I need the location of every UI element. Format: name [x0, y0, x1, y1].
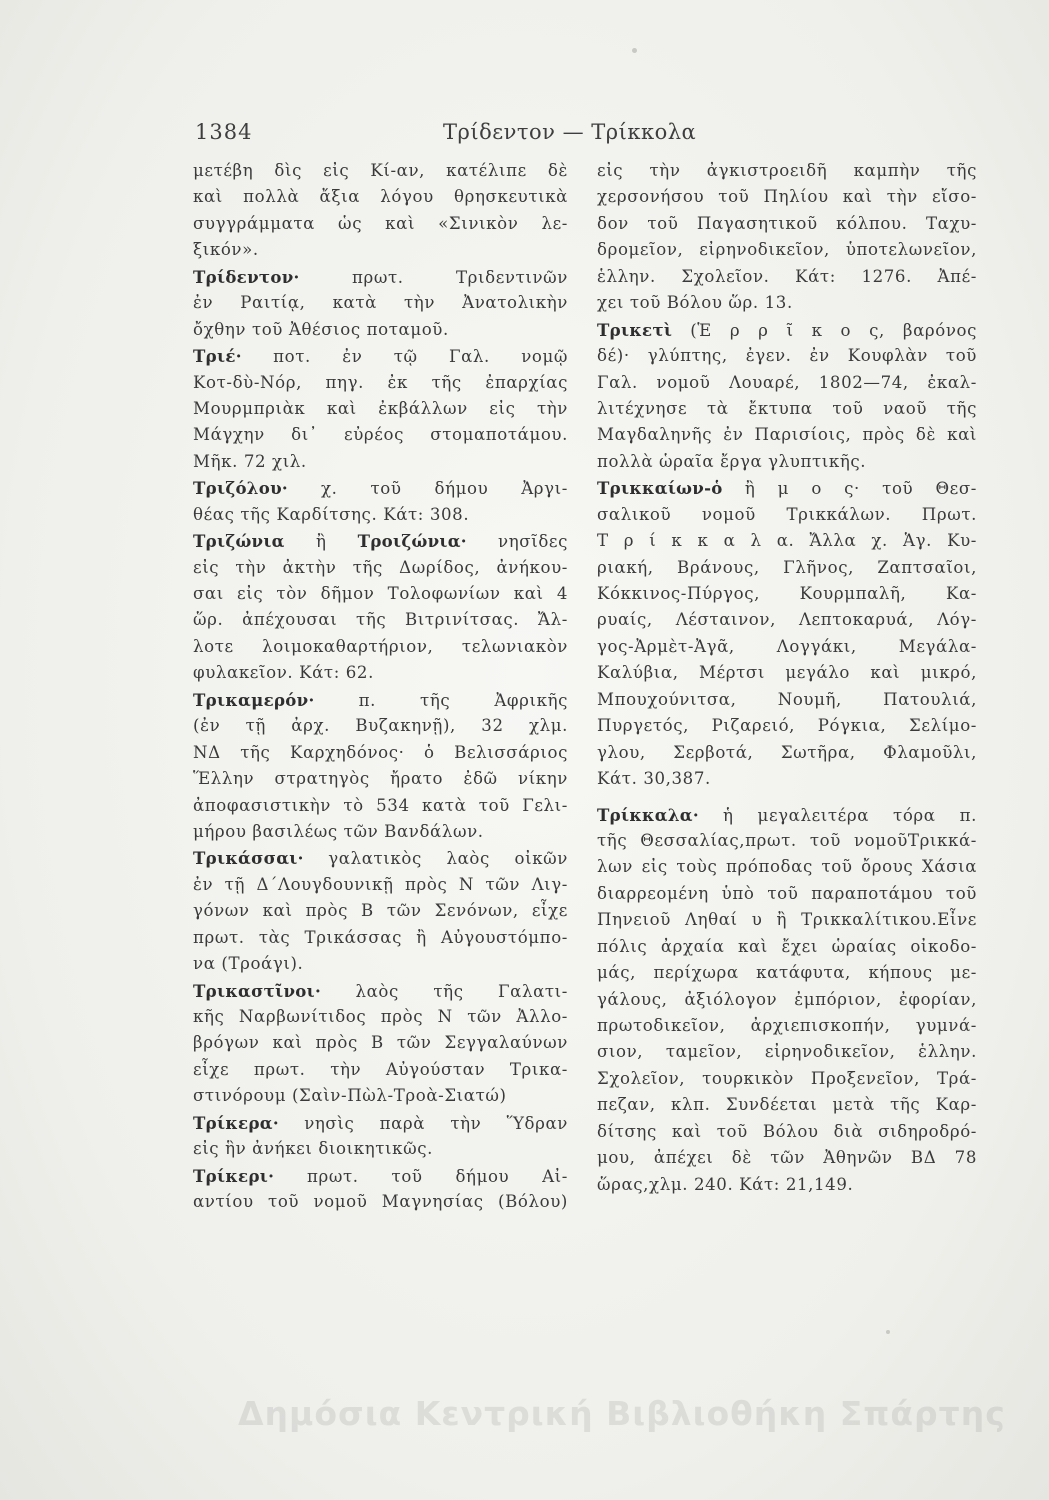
entry-text: ἑλλην. Σχολεῖον. Κάτ: 1276. Ἀπέ-: [597, 266, 977, 286]
left-column-line: [193, 1030, 568, 1056]
left-column-line: [193, 925, 568, 951]
entry-text: ἢ: [284, 532, 358, 552]
left-column-line: [193, 370, 568, 396]
entry-headword: Τροιζώνια·: [357, 531, 467, 552]
right-column-line: [597, 1119, 977, 1145]
entry-text: να (Τροάγι).: [193, 954, 304, 974]
entry-text: διαρρεομένη ὑπὸ τοῦ παραποτάμου τοῦ: [597, 883, 977, 903]
left-column-line: [193, 555, 568, 581]
right-column-line: [597, 1039, 977, 1065]
entry-headword: Τρικετὶ: [597, 319, 673, 340]
entry-text: (Ἑ ρ ρ ῖ κ ο ς, βαρόνος: [672, 320, 977, 340]
left-column-line: [193, 1110, 568, 1136]
right-column-line: [597, 158, 977, 184]
right-column-line: [597, 766, 977, 792]
entry-text: ὥρας,χλμ. 240. Κάτ: 21,149.: [597, 1174, 854, 1194]
entry-text: ὥρ. ἀπέχουσαι τῆς Βιτρινίτσας. Ἄλ-: [193, 610, 568, 630]
left-column-line: [193, 1057, 568, 1083]
right-column-line: [597, 740, 977, 766]
entry-text: ΝΔ τῆς Καρχηδόνος· ὁ Βελισσάριος: [193, 742, 568, 762]
entry-text: σαλικοῦ νομοῦ Τρικκάλων. Πρωτ.: [597, 504, 977, 524]
entry-text: πόλις ἀρχαία καὶ ἔχει ὡραίας οἰκοδο-: [597, 936, 977, 956]
right-column-line: [597, 317, 977, 343]
left-column-line: [193, 237, 568, 263]
entry-text: γάλους, ἀξιόλογον ἐμπόριον, ἐφορίαν,: [597, 989, 977, 1009]
right-column-line: [597, 449, 977, 475]
entry-text: μήρου βασιλέως τῶν Βανδάλων.: [193, 821, 484, 841]
entry-headword: Τρικαστῖνοι·: [193, 980, 322, 1001]
entry-text: λιτέχνησε τὰ ἔκτυπα τοῦ ναοῦ τῆς: [597, 398, 977, 418]
entry-text: βρόγων καὶ πρὸς Β τῶν Σεγγαλαύνων: [193, 1033, 568, 1053]
right-column-line: [597, 881, 977, 907]
left-column-line: [193, 740, 568, 766]
entry-text: νησῖδες: [466, 532, 568, 552]
right-column-line: [597, 184, 977, 210]
right-column-line: [597, 370, 977, 396]
right-column-line: [597, 502, 977, 528]
entry-text: ξικόν».: [193, 240, 259, 260]
entry-text: ριακή, Βράνους, Γλῆνος, Ζαπτσαῖοι,: [597, 557, 977, 577]
right-column-line: [597, 555, 977, 581]
left-column-line: [193, 687, 568, 713]
entry-text: στινόρουμ (Σαὶν-Πὼλ-Τροὰ-Σιατώ): [193, 1086, 507, 1106]
entry-text: ἐν Ραιτίᾳ, κατὰ τὴν Ἀνατολικὴν: [193, 293, 568, 313]
left-column-line: [193, 211, 568, 237]
entry-text: μου, ἀπέχει δὲ τῶν Ἀθηνῶν ΒΔ 78: [597, 1148, 977, 1168]
entry-text: μετέβη δὶς εἰς Κί-αν, κατέλιπε δὲ: [193, 161, 568, 180]
entry-text: δέ)· γλύπτης, ἐγεν. ἐν Κουφλὰν τοῦ: [597, 346, 977, 366]
entry-text: πρωτ. Τριδεντινῶν: [299, 267, 568, 287]
right-column-line: [597, 987, 977, 1013]
running-title: Τρίδεντον — Τρίκκολα: [443, 120, 697, 144]
entry-text: συγγράμματα ὡς καὶ «Σινικὸν λε-: [193, 213, 568, 233]
left-column-line: [193, 845, 568, 871]
entry-text: γλου, Σερβοτά, Σωτῆρα, Φλαμοῦλι,: [597, 742, 977, 762]
entry-text: κῆς Ναρβωνίτιδος πρὸς Ν τῶν Ἀλλο-: [193, 1007, 568, 1026]
left-column-line: [193, 660, 568, 686]
entry-text: Ἕλλην στρατηγὸς ἤρατο ἐδῶ νίκην: [193, 769, 568, 789]
library-watermark: Δημόσια Κεντρική Βιβλιοθήκη Σπάρτης: [238, 1394, 1006, 1433]
right-column-line: [597, 1013, 977, 1039]
entry-text: αντίου τοῦ νομοῦ Μαγνησίας (Βόλου): [193, 1192, 568, 1212]
right-column-line: [597, 687, 977, 713]
entry-headword: Τρικκαίων-ὁ: [597, 478, 723, 499]
left-column-line: [193, 978, 568, 1004]
right-column-line: [597, 854, 977, 880]
left-column-line: [193, 1163, 568, 1189]
right-column-line: [597, 1092, 977, 1118]
entry-text: νησὶς παρὰ τὴν Ὕδραν: [278, 1113, 568, 1133]
page-header: [195, 120, 895, 150]
entry-text: δον τοῦ Παγασητικοῦ κόλπου. Ταχυ-: [597, 213, 977, 233]
right-column-line: [597, 1172, 977, 1198]
entry-text: Γαλ. νομοῦ Λουαρέ, 1802—74, ἐκαλ-: [597, 372, 977, 392]
left-column-line: [193, 290, 568, 316]
right-column-line: [597, 802, 977, 828]
entry-text: (ἐν τῇ ἀρχ. Βυζακηνῇ), 32 χλμ.: [193, 716, 568, 736]
entry-text: ὄχθην τοῦ Ἀθέσιος ποταμοῦ.: [193, 319, 449, 339]
left-column-line: [193, 634, 568, 660]
page-number: 1384: [195, 120, 253, 144]
entry-text: θέας τῆς Καρδίτσης. Κάτ: 308.: [193, 504, 470, 524]
right-column-line: [597, 264, 977, 290]
right-column-line: [597, 422, 977, 448]
entry-text: δρομεῖον, εἰρηνοδικεῖον, ὑποτελωνεῖον,: [597, 240, 977, 260]
right-column: [597, 158, 977, 1198]
left-column-line: [193, 713, 568, 739]
left-column-line: [193, 1083, 568, 1109]
entry-text: Μαγδαληνῆς ἐν Παρισίοις, πρὸς δὲ καὶ: [597, 425, 977, 445]
left-column-line: [193, 872, 568, 898]
entry-text: ρυαίς, Λέσταινον, Λεπτοκαρυά, Λόγ-: [597, 610, 977, 630]
right-column-line: [597, 396, 977, 422]
entry-text: πολλὰ ὡραῖα ἔργα γλυπτικῆς.: [597, 451, 867, 471]
paper-speck: [632, 48, 637, 53]
entry-text: Σχολεῖον, τουρκικὸν Προξενεῖον, Τρά-: [597, 1068, 977, 1088]
entry-text: Μάγχην δι᾽ εὐρέος στομαποτάμου.: [193, 425, 568, 445]
left-column-line: [193, 819, 568, 845]
entry-text: Κόκκινος-Πύργος, Κουρμπαλῆ, Κα-: [597, 584, 977, 603]
entry-headword: Τρίκερα·: [193, 1112, 279, 1133]
entry-text: εἰς τὴν ἀκτὴν τῆς Δωρίδος, ἀνήκου-: [193, 557, 568, 577]
left-column-line: [193, 793, 568, 819]
right-column-line: [597, 290, 977, 316]
entry-text: ἐν τῇ Δ΄Λουγδουνικῇ πρὸς Ν τῶν Λιγ-: [193, 874, 568, 894]
entry-text: μάς, περίχωρα κατάφυτα, κήπους με-: [597, 963, 977, 983]
right-column-line: [597, 343, 977, 369]
entry-text: χ. τοῦ δήμου Ἀργι-: [288, 479, 568, 499]
entry-text: τῆς Θεσσαλίας,πρωτ. τοῦ νομοῦΤρικκά-: [597, 830, 977, 850]
entry-text: καὶ πολλὰ ἄξια λόγου θρησκευτικὰ: [193, 187, 568, 207]
left-column-line: [193, 449, 568, 475]
right-column-line: [597, 934, 977, 960]
left-column-line: [193, 581, 568, 607]
left-column-line: [193, 184, 568, 210]
entry-text: χερσονήσου τοῦ Πηλίου καὶ τὴν εἴσο-: [597, 187, 977, 207]
left-column: [193, 158, 568, 1216]
entry-text: γαλατικὸς λαὸς οἰκῶν: [303, 849, 568, 869]
left-column-line: [193, 317, 568, 343]
right-column-line: [597, 475, 977, 501]
right-column-line: [597, 634, 977, 660]
entry-text: σιον, ταμεῖον, εἰρηνοδικεῖον, ἑλλην.: [597, 1042, 977, 1062]
entry-text: γόνων καὶ πρὸς Β τῶν Σενόνων, εἶχε: [193, 901, 568, 921]
right-column-line: [597, 607, 977, 633]
left-column-line: [193, 1004, 568, 1030]
entry-text: εἰς ἣν ἀνήκει διοικητικῶς.: [193, 1139, 434, 1159]
entry-text: πρωτ. τοῦ δήμου Αἰ-: [274, 1166, 568, 1186]
right-column-line: [597, 1066, 977, 1092]
entry-headword: Τρίκερι·: [193, 1165, 275, 1186]
entry-text: Πηνειοῦ Ληθαί υ ἢ Τρικκαλίτικου.Εἶνε: [597, 910, 977, 930]
right-column-line: [597, 581, 977, 607]
left-column-line: [193, 264, 568, 290]
entry-headword: Τριέ·: [193, 346, 242, 367]
entry-text: λαὸς τῆς Γαλατι-: [321, 981, 568, 1001]
entry-text: Καλύβια, Μέρτσι μεγάλο καὶ μικρό,: [597, 663, 977, 683]
entry-headword: Τρικαμερόν·: [193, 689, 315, 710]
entry-text: ἡ μεγαλειτέρα τόρα π.: [698, 805, 977, 825]
right-column-line: [597, 960, 977, 986]
entry-text: πεζαν, κλπ. Συνδέεται μετὰ τῆς Καρ-: [597, 1095, 977, 1115]
entry-text: Μῆκ. 72 χιλ.: [193, 451, 307, 471]
right-column-line: [597, 828, 977, 854]
entry-text: ποτ. ἐν τῷ Γαλ. νομῷ: [241, 347, 568, 367]
paper-speck: [886, 1330, 890, 1334]
entry-text: π. τῆς Ἀφρικῆς: [314, 690, 568, 710]
entry-text: λων εἰς τοὺς πρόποδας τοῦ ὄρους Χάσια: [597, 857, 977, 877]
left-column-line: [193, 158, 568, 184]
entry-text: Μουρμπριὰκ καὶ ἐκβάλλων εἰς τὴν: [193, 398, 568, 418]
right-column-line: [597, 528, 977, 554]
left-column-line: [193, 343, 568, 369]
left-column-line: [193, 898, 568, 924]
entry-headword: Τρίκκαλα·: [597, 804, 699, 825]
left-column-line: [193, 475, 568, 501]
entry-text: πρωτ. τὰς Τρικάσσας ἢ Αὐγουστόμπο-: [193, 927, 568, 947]
entry-text: ἢ μ ο ς· τοῦ Θεσ-: [722, 479, 977, 499]
left-column-line: [193, 528, 568, 554]
right-column-line: [597, 907, 977, 933]
left-column-line: [193, 1189, 568, 1215]
right-column-line: [597, 237, 977, 263]
entry-text: ἀποφασιστικὴν τὸ 534 κατὰ τοῦ Γελι-: [193, 795, 568, 815]
left-column-line: [193, 502, 568, 528]
right-column-line: [597, 211, 977, 237]
right-column-line: [597, 1145, 977, 1171]
entry-text: Κάτ. 30,387.: [597, 769, 711, 789]
entry-text: πρωτοδικεῖον, ἀρχιεπισκοπήν, γυμνά-: [597, 1016, 977, 1035]
entry-text: δίτσης καὶ τοῦ Βόλου διὰ σιδηροδρό-: [597, 1121, 977, 1141]
entry-text: εἰς τὴν ἀγκιστροειδῆ καμπὴν τῆς: [597, 161, 977, 180]
entry-text: σαι εἰς τὸν δῆμον Τολοφωνίων καὶ 4: [193, 584, 568, 603]
entry-text: Κοτ-δὺ-Νόρ, πηγ. ἐκ τῆς ἐπαρχίας: [193, 372, 568, 392]
entry-text: λοτε λοιμοκαθαρτήριον, τελωνιακὸν: [193, 636, 568, 656]
entry-headword: Τρικάσσαι·: [193, 848, 304, 869]
entry-text: εἶχε πρωτ. τὴν Αὐγούσταν Τρικα-: [193, 1059, 568, 1079]
entry-headword: Τρίδεντον·: [193, 266, 300, 287]
entry-text: γος-Ἀρμὲτ-Ἀγᾶ, Λογγάκι, Μεγάλα-: [597, 636, 977, 656]
entry-text: φυλακεῖον. Κάτ: 62.: [193, 663, 374, 683]
entry-text: Πυργετός, Ριζαρειό, Ρόγκια, Σελίμο-: [597, 716, 977, 736]
left-column-line: [193, 1136, 568, 1162]
right-column-line: [597, 660, 977, 686]
entry-headword: Τριζώνια: [193, 531, 285, 552]
left-column-line: [193, 422, 568, 448]
entry-text: χει τοῦ Βόλου ὥρ. 13.: [597, 293, 793, 313]
left-column-line: [193, 951, 568, 977]
left-column-line: [193, 607, 568, 633]
entry-headword: Τριζόλου·: [193, 478, 289, 499]
entry-text: Μπουχούνιτσα, Νουμῆ, Πατουλιά,: [597, 689, 977, 709]
right-column-line: [597, 713, 977, 739]
left-column-line: [193, 766, 568, 792]
left-column-line: [193, 396, 568, 422]
entry-text: Τ ρ ί κ κ α λ α. Ἄλλα χ. Ἁγ. Κυ-: [597, 531, 977, 551]
